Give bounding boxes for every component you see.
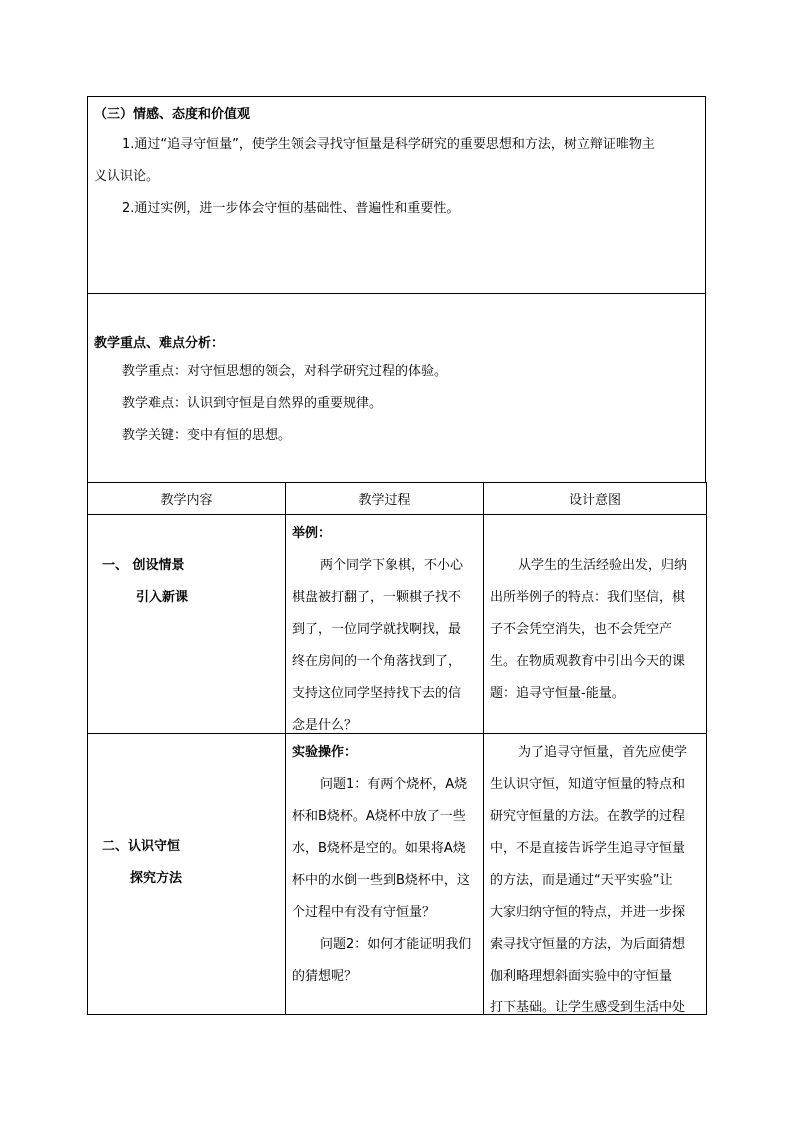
row-1-process-title: 举例： [292,526,332,541]
row-2-process-line: 的猜想呢？ [292,969,358,984]
row-2-content-title: 二、认识守恒 [102,839,181,854]
teaching-focus: 教学重点：对守恒思想的领会，对科学研究过程的体验。 [122,364,448,379]
values-section [87,96,706,294]
row-2-process-line: 问题2：如何才能证明我们 [320,937,472,952]
values-paragraph-2: 2.通过实例，进一步体会守恒的基础性、普遍性和重要性。 [122,201,460,216]
values-paragraph-1-line-1: 1.通过“追寻守恒量”，使学生领会寻找守恒量是科学研究的重要思想和方法，树立辩证唯物主 [122,137,655,152]
row-1-content-subtitle: 引入新课 [136,590,189,605]
values-paragraph-1-line-2: 义认识论。 [94,169,160,184]
row-1-intent-cell [484,515,707,734]
row-1-intent-line: 子不会凭空消失，也不会凭空产 [490,622,673,637]
row-1-process-line: 支持这位同学坚持找下去的信 [292,686,462,701]
row-1-process-line: 到了，一位同学就找啊找，最 [292,622,462,637]
table-header-row [88,483,707,515]
row-2-process-line: 水，B烧杯是空的。如果将A烧 [292,841,466,856]
row-2-process-line: 个过程中有没有守恒量？ [292,905,436,920]
row-2-process-cell [286,734,484,1015]
row-2-intent-line: 为了追寻守恒量，首先应使学 [518,745,688,760]
row-1-process-cell [286,515,484,734]
row-1-intent-line: 生。在物质观教育中引出今天的课 [490,654,686,669]
row-2-content-cell [88,734,286,1015]
lesson-plan-table [87,482,707,1015]
values-heading: （三）情感、态度和价值观 [94,107,251,122]
row-2-process-title: 实验操作： [292,745,358,760]
row-2-process-line: 杯中的水倒一些到B烧杯中，这 [292,873,470,888]
row-1-process-line: 两个同学下象棋，不小心 [320,558,464,573]
row-2-intent-line: 中，不是直接告诉学生追寻守恒量 [490,841,686,856]
table-row [88,515,707,734]
row-1-intent-line: 从学生的生活经验出发，归纳 [518,558,688,573]
table-row [88,734,707,1015]
row-2-process-line: 问题1：有两个烧杯，A烧 [320,777,468,792]
row-1-intent-line: 题：追寻守恒量-能量。 [490,686,625,701]
key-points-section [87,293,706,483]
row-2-intent-line: 生认识守恒，知道守恒量的特点和 [490,777,686,792]
row-1-content-title: 一、 创设情景 [102,558,185,573]
row-2-intent-line: 索寻找守恒量的方法，为后面猜想 [490,937,686,952]
key-points-heading: 教学重点、难点分析： [94,336,225,351]
header-teaching-content: 教学内容 [88,483,286,515]
row-1-process-line: 念是什么？ [292,718,358,733]
row-2-intent-line: 大家归纳守恒的特点，并进一步探 [490,905,686,920]
row-1-intent-line: 出所举例子的特点：我们坚信，棋 [490,590,686,605]
row-2-intent-line: 的方法，而是通过“天平实验”让 [490,873,673,888]
row-1-process-line: 棋盘被打翻了，一颗棋子找不 [292,590,462,605]
row-1-content-cell [88,515,286,734]
row-2-process-line: 杯和B烧杯。A烧杯中放了一些 [292,809,466,824]
teaching-difficulty: 教学难点：认识到守恒是自然界的重要规律。 [122,396,383,411]
row-2-intent-line: 研究守恒量的方法。在教学的过程 [490,809,686,824]
row-1-process-line: 终在房间的一个角落找到了， [292,654,462,669]
header-design-intent: 设计意图 [484,483,707,515]
row-2-intent-line: 伽利略理想斜面实验中的守恒量 [490,969,673,984]
row-2-intent-line: 打下基础。让学生感受到生活中处 [490,1000,686,1015]
teaching-key: 教学关键：变中有恒的思想。 [122,428,292,443]
row-2-intent-cell [484,734,707,1015]
row-2-content-subtitle: 探究方法 [130,871,183,886]
header-teaching-process: 教学过程 [286,483,484,515]
